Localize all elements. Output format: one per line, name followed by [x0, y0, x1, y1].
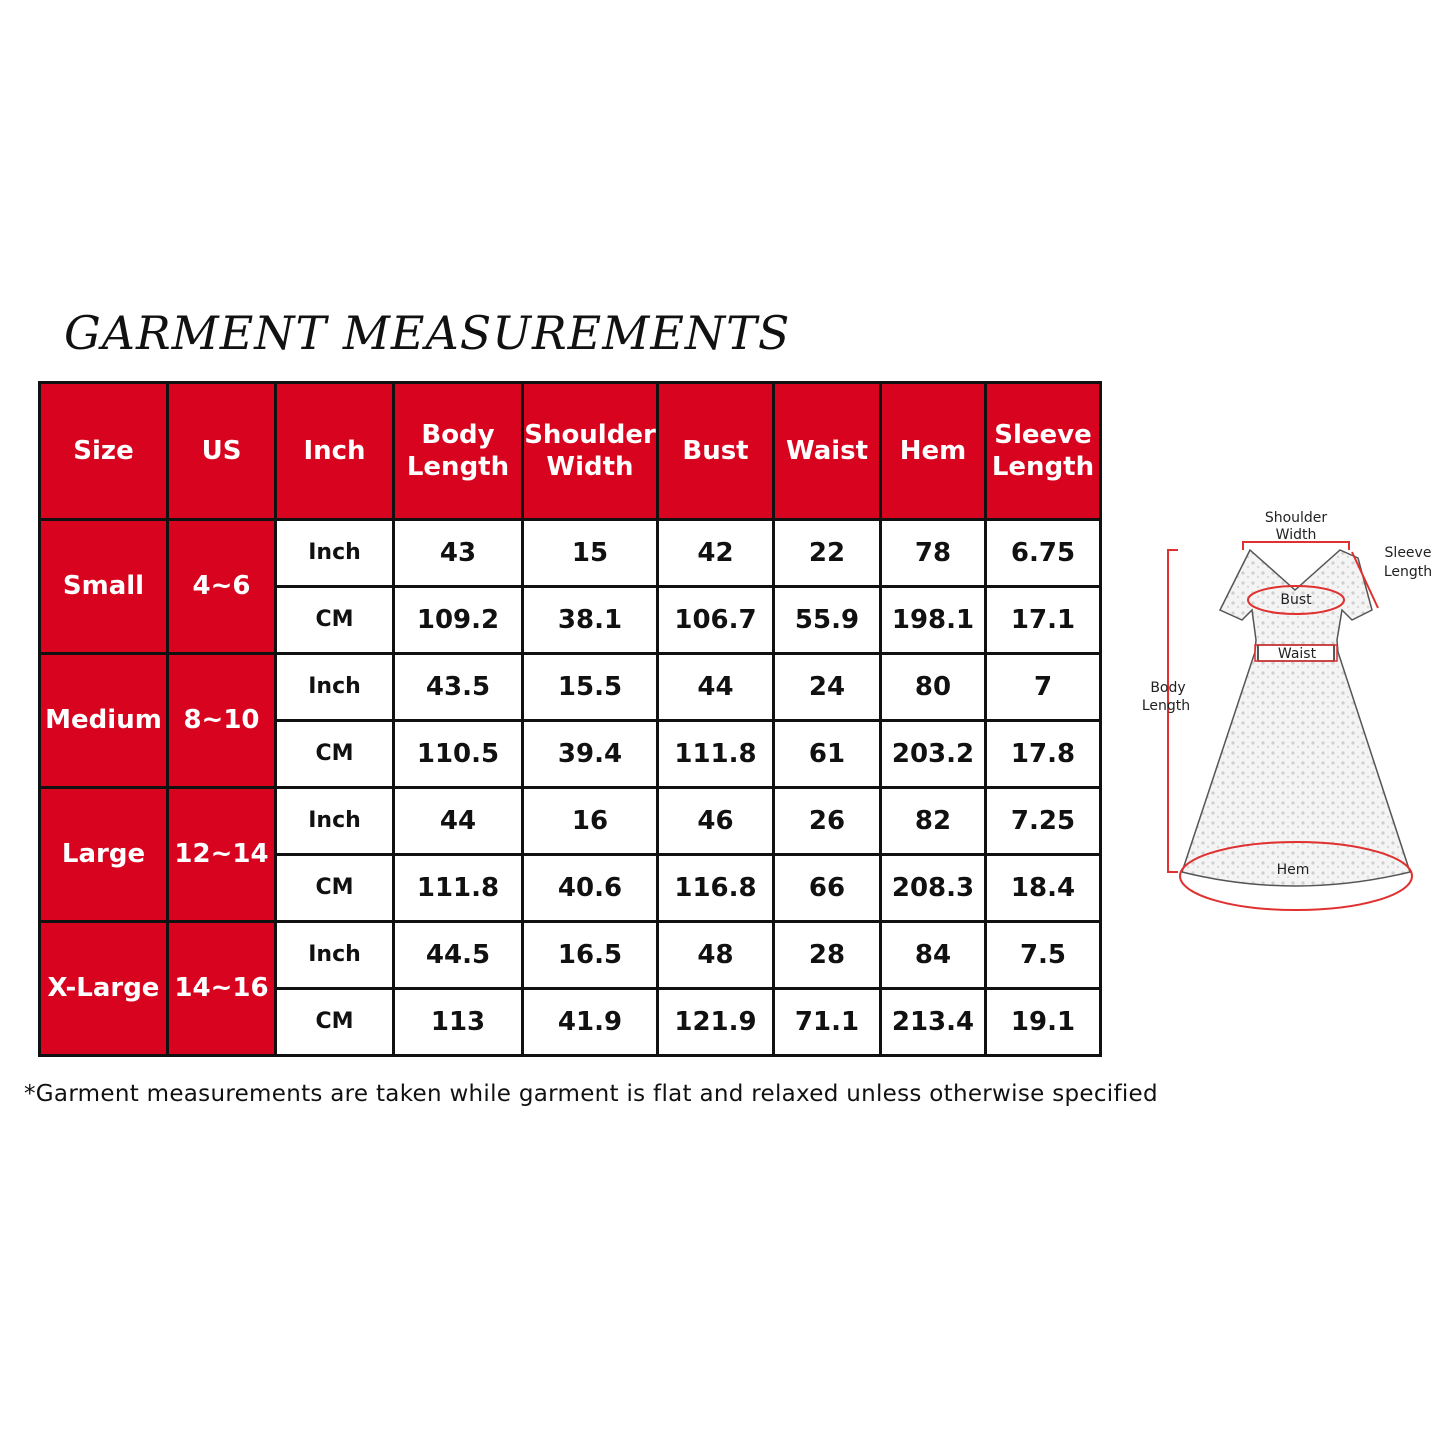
column-header — [523, 383, 658, 520]
us-size-cell: 12~14 — [168, 788, 276, 922]
column-header — [40, 383, 168, 520]
size-cell: Medium — [40, 654, 168, 788]
value-cell: 40.6 — [523, 855, 658, 922]
waist-label: Waist — [1277, 646, 1317, 662]
table-row — [40, 922, 1101, 989]
value-cell: 15.5 — [523, 654, 658, 721]
us-size-cell: 8~10 — [168, 654, 276, 788]
column-header-line: Shoulder — [524, 419, 656, 450]
bust-label: Bust — [1280, 592, 1312, 608]
value-cell: 110.5 — [394, 721, 523, 788]
table-body — [40, 520, 1101, 1056]
sleeve-length-label-2: Length — [1383, 564, 1433, 580]
unit-cell: CM — [276, 721, 394, 788]
value-cell: 84 — [881, 922, 986, 989]
value-cell: 66 — [774, 855, 881, 922]
size-chart-table — [38, 381, 1102, 1057]
value-cell: 46 — [658, 788, 774, 855]
value-cell: 80 — [881, 654, 986, 721]
value-cell: 18.4 — [986, 855, 1101, 922]
unit-cell: Inch — [276, 922, 394, 989]
value-cell: 7.25 — [986, 788, 1101, 855]
column-header — [658, 383, 774, 520]
unit-cell: CM — [276, 855, 394, 922]
value-cell: 17.1 — [986, 587, 1101, 654]
unit-cell: CM — [276, 989, 394, 1056]
column-header — [168, 383, 276, 520]
value-cell: 44 — [394, 788, 523, 855]
value-cell: 48 — [658, 922, 774, 989]
size-cell: Small — [40, 520, 168, 654]
table-header-row — [40, 383, 1101, 520]
value-cell: 71.1 — [774, 989, 881, 1056]
value-cell: 28 — [774, 922, 881, 989]
us-size-cell: 14~16 — [168, 922, 276, 1056]
value-cell: 16.5 — [523, 922, 658, 989]
shoulder-width-label-1: Shoulder — [1264, 510, 1328, 526]
value-cell: 198.1 — [881, 587, 986, 654]
value-cell: 82 — [881, 788, 986, 855]
column-header-line: Width — [546, 452, 634, 482]
column-header-line: US — [201, 435, 242, 466]
hem-label: Hem — [1276, 862, 1310, 878]
value-cell: 15 — [523, 520, 658, 587]
value-cell: 208.3 — [881, 855, 986, 922]
value-cell: 17.8 — [986, 721, 1101, 788]
footnote: *Garment measurements are taken while garment is flat and relaxed unless otherwise specified — [24, 1081, 1158, 1107]
column-header-line: Hem — [899, 435, 967, 466]
column-header-line: Length — [406, 452, 510, 482]
column-header-line: Sleeve — [994, 419, 1092, 450]
value-cell: 26 — [774, 788, 881, 855]
size-cell: X-Large — [40, 922, 168, 1056]
column-header — [774, 383, 881, 520]
us-size-cell: 4~6 — [168, 520, 276, 654]
column-header — [394, 383, 523, 520]
value-cell: 24 — [774, 654, 881, 721]
unit-cell: Inch — [276, 788, 394, 855]
value-cell: 39.4 — [523, 721, 658, 788]
unit-cell: Inch — [276, 654, 394, 721]
column-header — [276, 383, 394, 520]
value-cell: 61 — [774, 721, 881, 788]
dress-diagram — [1130, 500, 1440, 920]
value-cell: 43.5 — [394, 654, 523, 721]
body-length-label-2: Length — [1141, 698, 1191, 714]
value-cell: 116.8 — [658, 855, 774, 922]
value-cell: 109.2 — [394, 587, 523, 654]
value-cell: 7 — [986, 654, 1101, 721]
value-cell: 7.5 — [986, 922, 1101, 989]
value-cell: 38.1 — [523, 587, 658, 654]
sleeve-length-label-1: Sleeve — [1384, 545, 1432, 561]
column-header-line: Inch — [303, 435, 366, 466]
unit-cell: CM — [276, 587, 394, 654]
column-header — [986, 383, 1101, 520]
value-cell: 203.2 — [881, 721, 986, 788]
page-title: GARMENT MEASUREMENTS — [64, 306, 791, 360]
value-cell: 16 — [523, 788, 658, 855]
column-header-line: Waist — [785, 435, 869, 466]
size-cell: Large — [40, 788, 168, 922]
value-cell: 113 — [394, 989, 523, 1056]
value-cell: 42 — [658, 520, 774, 587]
column-header-line: Length — [991, 452, 1095, 482]
table-row — [40, 520, 1101, 587]
shoulder-width-label-2: Width — [1275, 527, 1317, 543]
column-header — [881, 383, 986, 520]
value-cell: 41.9 — [523, 989, 658, 1056]
value-cell: 121.9 — [658, 989, 774, 1056]
unit-cell: Inch — [276, 520, 394, 587]
value-cell: 19.1 — [986, 989, 1101, 1056]
value-cell: 43 — [394, 520, 523, 587]
body-length-label-1: Body — [1150, 680, 1186, 696]
value-cell: 111.8 — [394, 855, 523, 922]
value-cell: 111.8 — [658, 721, 774, 788]
table-row — [40, 654, 1101, 721]
shoulder-width-line — [1243, 542, 1349, 550]
value-cell: 22 — [774, 520, 881, 587]
column-header-line: Body — [421, 419, 495, 450]
value-cell: 78 — [881, 520, 986, 587]
value-cell: 106.7 — [658, 587, 774, 654]
value-cell: 44.5 — [394, 922, 523, 989]
value-cell: 55.9 — [774, 587, 881, 654]
value-cell: 213.4 — [881, 989, 986, 1056]
column-header-line: Bust — [682, 435, 749, 466]
table-row — [40, 788, 1101, 855]
value-cell: 6.75 — [986, 520, 1101, 587]
value-cell: 44 — [658, 654, 774, 721]
column-header-line: Size — [73, 435, 134, 466]
